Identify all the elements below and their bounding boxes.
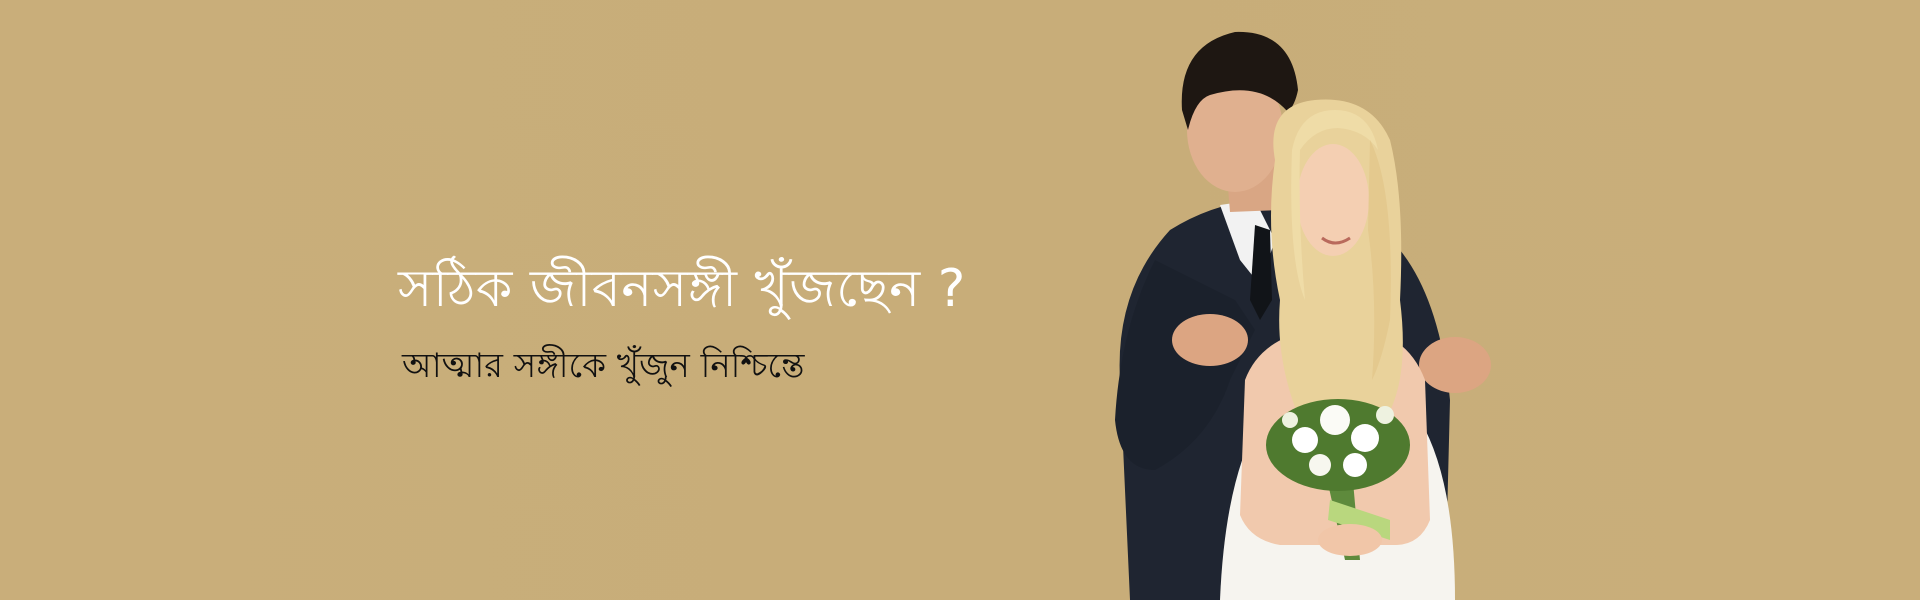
man-hand-left bbox=[1172, 314, 1248, 366]
hero-headline: সঠিক জীবনসঙ্গী খুঁজছেন ? bbox=[398, 259, 966, 319]
bouquet-flower bbox=[1320, 405, 1350, 435]
bouquet-flower bbox=[1292, 427, 1318, 453]
bouquet-flower bbox=[1309, 454, 1331, 476]
man-hand-right bbox=[1419, 337, 1491, 393]
woman-face bbox=[1297, 144, 1369, 256]
woman-hand bbox=[1318, 524, 1382, 556]
hero-subheadline: আত্মার সঙ্গীকে খুঁজুন নিশ্চিন্তে bbox=[402, 346, 805, 386]
couple-photo bbox=[1060, 0, 1560, 600]
bouquet-flower bbox=[1343, 453, 1367, 477]
bouquet-flower bbox=[1351, 424, 1379, 452]
bouquet-flower bbox=[1376, 406, 1394, 424]
bouquet-flower bbox=[1282, 412, 1298, 428]
